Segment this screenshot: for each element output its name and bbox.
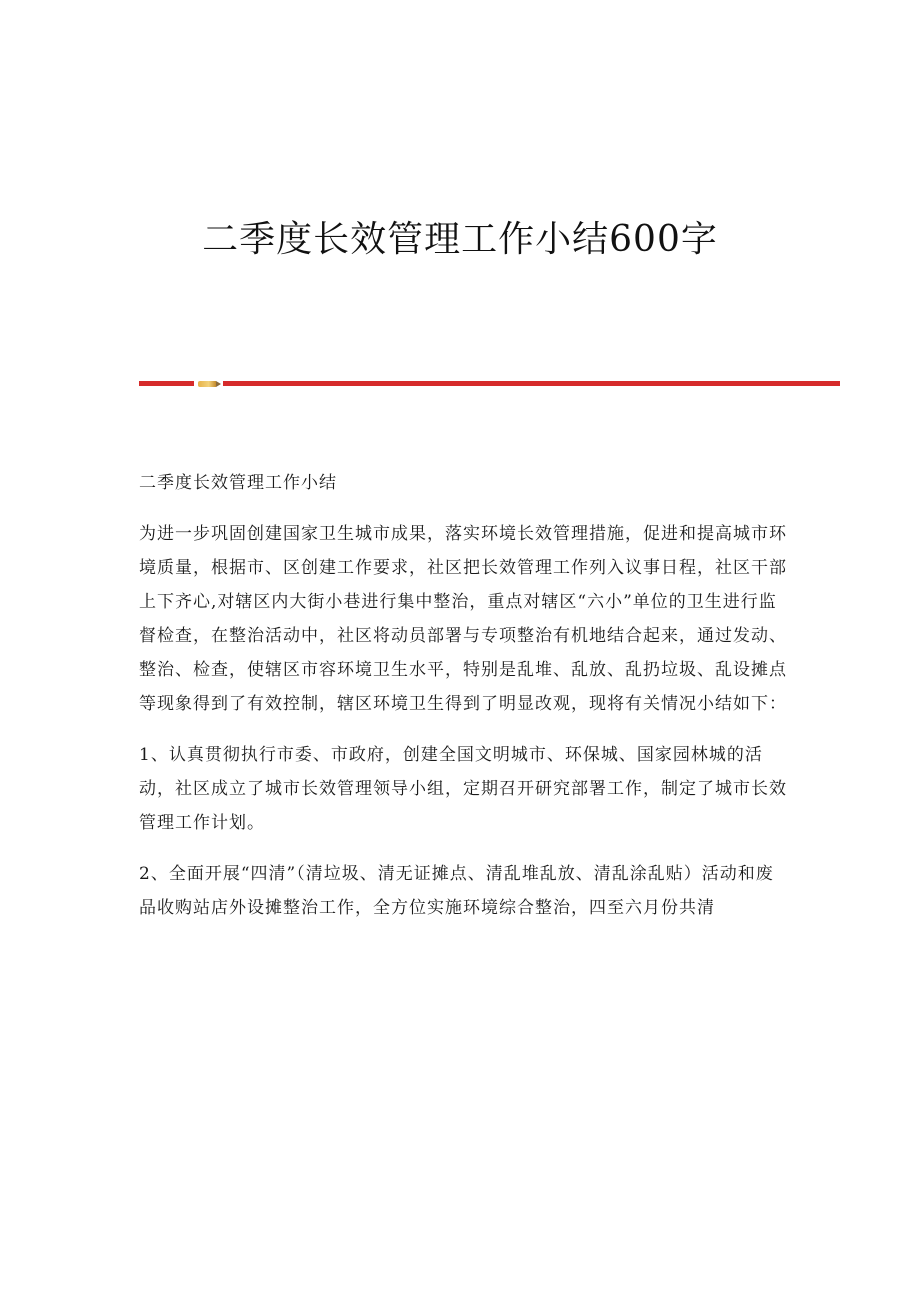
divider-left-segment [139,381,194,386]
pencil-icon [198,381,216,387]
title-divider [139,381,840,387]
document-title: 二季度长效管理工作小结600字 [202,219,718,260]
paragraph-item-1: 1、认真贯彻执行市委、市政府，创建全国文明城市、环保城、国家园林城的活动，社区成立了城市长效管理领导小组，定期召开研究部署工作，制定了城市长效管理工作计划。 [139,745,787,833]
paragraph-intro: 为进一步巩固创建国家卫生城市成果，落实环境长效管理措施，促进和提高城市环境质量，根据市、区创建工作要求，社区把长效管理工作列入议事日程，社区干部上下齐心,对辖区内大街小巷进行集中整治，重点对辖区“六小”单位的卫生进行监督检查，在整治活动中，社区将动员部署与专项整治有机地结合起来，通过发动、整治、检查，使辖区市容环境卫生水平，特别是乱堆、乱放、乱扔垃圾、乱设摊点等现象得到了有效控制，辖区环境卫生得到了明显改观，现将有关情况小结如下： [139,524,787,714]
document-subtitle: 二季度长效管理工作小结 [139,473,337,493]
pencil-tip-icon [216,381,221,387]
paragraph-item-2: 2、全面开展“四清”（清垃圾、清无证摊点、清乱堆乱放、清乱涂乱贴）活动和废品收购站店外设摊整治工作，全方位实施环境综合整治，四至六月份共清 [139,864,774,918]
divider-right-segment [223,381,840,386]
document-body [139,466,789,942]
